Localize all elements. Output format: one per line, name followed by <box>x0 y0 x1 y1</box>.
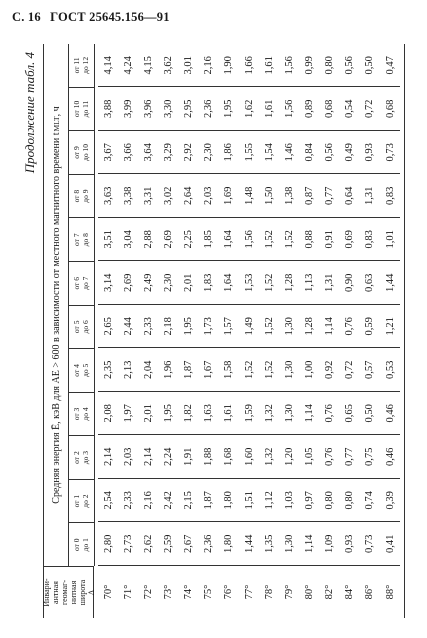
range-to: до 9 <box>81 189 90 203</box>
energy-value-cell: 1,61 <box>259 44 279 88</box>
table-body <box>94 44 404 618</box>
energy-value-cell: 2,04 <box>138 349 158 393</box>
energy-value-cell: 0,53 <box>380 349 400 393</box>
energy-value-cell: 0,63 <box>360 262 380 306</box>
energy-value-cell: 3,30 <box>158 88 178 132</box>
energy-value-cell: 2,64 <box>179 175 199 219</box>
energy-value-cell: 1,53 <box>239 262 259 306</box>
energy-value-cell: 3,04 <box>118 218 138 262</box>
energy-value-cell: 0,83 <box>380 175 400 219</box>
energy-value-cell: 0,68 <box>380 88 400 132</box>
energy-value-cell: 1,58 <box>219 349 239 393</box>
table-row <box>219 44 239 618</box>
energy-value-cell: 0,80 <box>340 479 360 523</box>
energy-value-cell: 1,52 <box>259 305 279 349</box>
energy-value-cell: 1,30 <box>283 534 295 553</box>
energy-value-cell: 0,89 <box>299 88 319 132</box>
energy-value-cell: 1,95 <box>179 305 199 349</box>
energy-value-cell: 2,14 <box>138 436 158 480</box>
energy-value-cell: 1,87 <box>179 349 199 393</box>
energy-value-cell: 1,49 <box>239 305 259 349</box>
energy-value-cell: 0,47 <box>380 44 400 88</box>
range-to: до 12 <box>81 56 90 74</box>
latitude-cell: 77° <box>239 565 259 618</box>
energy-value-cell: 0,91 <box>320 218 340 262</box>
table-row <box>380 44 400 618</box>
energy-value-cell: 3,38 <box>118 175 138 219</box>
energy-value-cell: 1,09 <box>324 534 336 553</box>
energy-value-cell: 2,24 <box>158 436 178 480</box>
energy-value-cell: 3,88 <box>98 88 118 132</box>
energy-value-cell: 2,33 <box>118 479 138 523</box>
range-to: до 1 <box>81 538 90 552</box>
energy-value-cell: 3,02 <box>158 175 178 219</box>
energy-value-cell: 2,62 <box>142 534 154 553</box>
energy-value-cell: 1,14 <box>303 534 315 553</box>
energy-value-cell: 1,95 <box>158 392 178 436</box>
energy-value-cell: 0,50 <box>360 392 380 436</box>
energy-value-cell: 1,21 <box>380 305 400 349</box>
energy-value-cell: 0,75 <box>360 436 380 480</box>
energy-value-cell: 0,64 <box>340 175 360 219</box>
energy-value-cell: 1,54 <box>259 131 279 175</box>
energy-value-cell: 1,82 <box>179 392 199 436</box>
energy-value-cell: 2,92 <box>179 131 199 175</box>
energy-value-cell: 1,44 <box>380 262 400 306</box>
energy-value-cell: 1,30 <box>279 392 299 436</box>
table-row <box>158 44 178 618</box>
range-to: до 10 <box>81 144 90 161</box>
energy-value-cell: 2,14 <box>98 436 118 480</box>
time-range-header <box>68 131 94 175</box>
table-row <box>299 44 319 618</box>
energy-value-cell: 3,31 <box>138 175 158 219</box>
energy-value-cell: 2,69 <box>118 262 138 306</box>
energy-value-cell: 2,67 <box>183 534 195 553</box>
energy-value-cell: 1,52 <box>279 218 299 262</box>
range-to: до 2 <box>81 494 90 508</box>
range-to: до 11 <box>81 100 90 118</box>
energy-value-cell: 1,64 <box>219 262 239 306</box>
energy-value-cell: 3,14 <box>98 262 118 306</box>
energy-value-cell: 1,69 <box>219 175 239 219</box>
energy-value-cell: 0,73 <box>364 534 376 553</box>
range-from: от 1 <box>72 494 81 508</box>
table-row <box>98 44 118 618</box>
energy-value-cell: 0,93 <box>360 131 380 175</box>
energy-value-cell: 2,25 <box>179 218 199 262</box>
energy-value-cell: 1,52 <box>259 349 279 393</box>
energy-value-cell: 1,62 <box>239 88 259 132</box>
energy-value-cell: 2,95 <box>179 88 199 132</box>
energy-value-cell: 1,56 <box>279 44 299 88</box>
energy-value-cell: 0,88 <box>299 218 319 262</box>
time-range-header <box>68 349 94 393</box>
energy-value-cell: 0,65 <box>340 392 360 436</box>
energy-value-cell: 1,30 <box>279 305 299 349</box>
time-range-header <box>68 306 94 350</box>
table-row <box>360 44 380 618</box>
energy-value-cell: 1,38 <box>279 175 299 219</box>
energy-value-cell: 1,87 <box>199 479 219 523</box>
energy-value-cell: 1,85 <box>199 218 219 262</box>
energy-value-cell: 2,16 <box>138 479 158 523</box>
energy-value-cell: 1,46 <box>279 131 299 175</box>
range-to: до 6 <box>81 320 90 334</box>
energy-value-cell: 3,51 <box>98 218 118 262</box>
energy-value-cell: 3,96 <box>138 88 158 132</box>
energy-value-cell: 2,16 <box>199 44 219 88</box>
energy-value-cell: 1,80 <box>223 534 235 553</box>
page-header <box>12 10 176 25</box>
latitude-column-header: Инвари- антная геомаг- нитная широта Λ <box>44 566 94 618</box>
energy-value-cell: 0,90 <box>340 262 360 306</box>
energy-value-cell: 2,36 <box>199 88 219 132</box>
energy-value-cell: 0,68 <box>320 88 340 132</box>
energy-value-cell: 0,56 <box>340 44 360 88</box>
document-code: ГОСТ 25645.156—91 <box>50 10 170 24</box>
rotated-table-block <box>21 44 405 618</box>
range-to: до 5 <box>81 363 90 377</box>
energy-value-cell: 1,28 <box>279 262 299 306</box>
energy-value-cell: 1,61 <box>219 392 239 436</box>
energy-value-cell: 1,73 <box>199 305 219 349</box>
energy-value-cell: 0,72 <box>340 349 360 393</box>
energy-value-cell: 2,36 <box>203 534 215 553</box>
table-row <box>320 44 340 618</box>
time-range-header <box>68 175 94 219</box>
energy-value-cell: 0,84 <box>299 131 319 175</box>
energy-value-cell: 2,15 <box>179 479 199 523</box>
energy-value-cell: 0,74 <box>360 479 380 523</box>
energy-value-cell: 2,42 <box>158 479 178 523</box>
time-range-header <box>68 88 94 132</box>
time-range-header <box>68 44 94 88</box>
energy-value-cell: 1,90 <box>219 44 239 88</box>
energy-value-cell: 1,31 <box>320 262 340 306</box>
latitude-cell: 80° <box>299 565 319 618</box>
energy-value-cell: 2,35 <box>98 349 118 393</box>
time-range-header <box>68 262 94 306</box>
caption-unit: , ч <box>50 106 62 117</box>
table-row <box>138 44 158 618</box>
energy-value-cell: 0,76 <box>340 305 360 349</box>
energy-value-cell: 3,67 <box>98 131 118 175</box>
energy-value-cell: 1,35 <box>263 534 275 553</box>
energy-value-cell: 0,54 <box>340 88 360 132</box>
table-row <box>118 44 138 618</box>
energy-value-cell: 0,50 <box>360 44 380 88</box>
energy-value-cell: 0,69 <box>340 218 360 262</box>
latitude-cell: 82° <box>320 565 340 618</box>
table-row <box>239 44 259 618</box>
latitude-cell: 71° <box>118 565 138 618</box>
energy-value-cell: 3,62 <box>158 44 178 88</box>
data-table <box>43 44 405 618</box>
energy-value-cell: 1,31 <box>360 175 380 219</box>
energy-value-cell: 1,64 <box>219 218 239 262</box>
range-to: до 3 <box>81 450 90 465</box>
energy-value-cell: 1,55 <box>239 131 259 175</box>
table-caption <box>44 44 69 566</box>
caption-text: Средняя энергия Ē, кэВ для AE > 600 в зависимости от местного магнитного времени t <box>50 132 62 504</box>
energy-value-cell: 1,67 <box>199 349 219 393</box>
energy-value-cell: 1,61 <box>259 88 279 132</box>
table-row <box>199 44 219 618</box>
range-to: до 4 <box>81 407 90 421</box>
energy-value-cell: 1,00 <box>299 349 319 393</box>
range-to: до 7 <box>81 276 90 290</box>
range-to: до 8 <box>81 233 90 247</box>
latitude-cell: 88° <box>380 565 400 618</box>
latitude-cell: 73° <box>158 565 178 618</box>
energy-value-cell: 0,80 <box>320 44 340 88</box>
energy-value-cell: 1,30 <box>279 349 299 393</box>
range-from: от 11 <box>72 57 81 74</box>
energy-value-cell: 4,14 <box>98 44 118 88</box>
energy-value-cell: 1,32 <box>259 392 279 436</box>
energy-value-cell: 1,12 <box>259 479 279 523</box>
energy-value-cell: 1,13 <box>299 262 319 306</box>
energy-value-cell: 2,18 <box>158 305 178 349</box>
energy-value-cell: 1,14 <box>299 392 319 436</box>
energy-value-cell: 3,01 <box>179 44 199 88</box>
energy-value-cell: 1,80 <box>219 479 239 523</box>
energy-value-cell: 0,77 <box>320 175 340 219</box>
energy-value-cell: 0,83 <box>360 218 380 262</box>
energy-value-cell: 1,05 <box>299 436 319 480</box>
time-range-header <box>68 480 94 524</box>
energy-value-cell: 1,83 <box>199 262 219 306</box>
energy-value-cell: 1,56 <box>239 218 259 262</box>
energy-value-cell: 1,51 <box>239 479 259 523</box>
energy-value-cell: 1,52 <box>259 218 279 262</box>
energy-value-cell: 2,03 <box>199 175 219 219</box>
energy-value-cell: 4,15 <box>138 44 158 88</box>
energy-value-cell: 2,08 <box>98 392 118 436</box>
energy-value-cell: 0,97 <box>299 479 319 523</box>
energy-value-cell: 3,99 <box>118 88 138 132</box>
latitude-cell: 75° <box>199 565 219 618</box>
range-from: от 10 <box>72 100 81 118</box>
energy-value-cell: 0,87 <box>299 175 319 219</box>
table-row <box>279 44 299 618</box>
energy-value-cell: 1,66 <box>239 44 259 88</box>
energy-value-cell: 2,30 <box>199 131 219 175</box>
energy-value-cell: 1,86 <box>219 131 239 175</box>
energy-value-cell: 0,59 <box>360 305 380 349</box>
energy-value-cell: 1,48 <box>239 175 259 219</box>
energy-value-cell: 2,80 <box>102 534 114 553</box>
page-number: С. 16 <box>12 10 41 24</box>
energy-value-cell: 2,49 <box>138 262 158 306</box>
time-range-header <box>68 393 94 437</box>
energy-value-cell: 1,60 <box>239 436 259 480</box>
energy-value-cell: 1,20 <box>279 436 299 480</box>
energy-value-cell: 2,73 <box>122 534 134 553</box>
continuation-label: Продолжение табл. 4 <box>22 52 37 174</box>
energy-value-cell: 1,52 <box>239 349 259 393</box>
range-from: от 5 <box>72 320 81 334</box>
energy-value-cell: 0,49 <box>340 131 360 175</box>
latitude-cell: 79° <box>279 565 299 618</box>
latitude-cell: 76° <box>219 565 239 618</box>
energy-value-cell: 0,77 <box>340 436 360 480</box>
energy-value-cell: 2,01 <box>179 262 199 306</box>
range-from: от 3 <box>72 407 81 421</box>
energy-value-cell: 0,73 <box>380 131 400 175</box>
time-range-header <box>68 218 94 262</box>
energy-value-cell: 0,80 <box>320 479 340 523</box>
latitude-cell: 74° <box>179 565 199 618</box>
energy-value-cell: 1,32 <box>259 436 279 480</box>
energy-value-cell: 1,57 <box>219 305 239 349</box>
energy-value-cell: 1,01 <box>380 218 400 262</box>
energy-value-cell: 1,88 <box>199 436 219 480</box>
energy-value-cell: 2,30 <box>158 262 178 306</box>
time-range-header <box>68 436 94 480</box>
energy-value-cell: 0,41 <box>384 534 396 553</box>
energy-value-cell: 3,29 <box>158 131 178 175</box>
range-from: от 9 <box>72 146 81 159</box>
energy-value-cell: 3,64 <box>138 131 158 175</box>
energy-value-cell: 3,66 <box>118 131 138 175</box>
energy-value-cell: 4,24 <box>118 44 138 88</box>
energy-value-cell: 0,72 <box>360 88 380 132</box>
latitude-cell: 72° <box>138 565 158 618</box>
latitude-cell: 84° <box>340 565 360 618</box>
energy-value-cell: 1,59 <box>239 392 259 436</box>
energy-value-cell: 0,56 <box>320 131 340 175</box>
energy-value-cell: 2,44 <box>118 305 138 349</box>
energy-value-cell: 2,54 <box>98 479 118 523</box>
range-from: от 8 <box>72 189 81 203</box>
energy-value-cell: 2,88 <box>138 218 158 262</box>
time-range-header-row <box>68 44 95 566</box>
energy-value-cell: 1,52 <box>259 262 279 306</box>
table-row <box>259 44 279 618</box>
table-row <box>179 44 199 618</box>
energy-value-cell: 0,57 <box>360 349 380 393</box>
energy-value-cell: 0,46 <box>380 392 400 436</box>
energy-value-cell: 1,95 <box>219 88 239 132</box>
energy-value-cell: 2,69 <box>158 218 178 262</box>
energy-value-cell: 1,97 <box>118 392 138 436</box>
energy-value-cell: 1,44 <box>243 534 255 553</box>
range-from: от 6 <box>72 276 81 290</box>
energy-value-cell: 1,68 <box>219 436 239 480</box>
energy-value-cell: 2,33 <box>138 305 158 349</box>
energy-value-cell: 0,46 <box>380 436 400 480</box>
latitude-cell: 86° <box>360 565 380 618</box>
range-from: от 0 <box>72 538 81 551</box>
energy-value-cell: 2,03 <box>118 436 138 480</box>
energy-value-cell: 2,65 <box>98 305 118 349</box>
caption-subscript: MLT <box>51 116 61 132</box>
range-from: от 2 <box>72 451 81 464</box>
energy-value-cell: 3,63 <box>98 175 118 219</box>
energy-value-cell: 2,01 <box>138 392 158 436</box>
energy-value-cell: 0,99 <box>299 44 319 88</box>
energy-value-cell: 1,14 <box>320 305 340 349</box>
energy-value-cell: 1,63 <box>199 392 219 436</box>
range-from: от 4 <box>72 364 81 377</box>
energy-value-cell: 0,92 <box>320 349 340 393</box>
energy-value-cell: 1,56 <box>279 88 299 132</box>
energy-value-cell: 0,76 <box>320 436 340 480</box>
latitude-cell: 78° <box>259 565 279 618</box>
energy-value-cell: 2,59 <box>162 534 174 553</box>
energy-value-cell: 0,76 <box>320 392 340 436</box>
latitude-cell: 70° <box>98 565 118 618</box>
energy-value-cell: 0,39 <box>380 479 400 523</box>
energy-value-cell: 1,91 <box>179 436 199 480</box>
time-range-header <box>68 523 94 566</box>
energy-value-cell: 2,13 <box>118 349 138 393</box>
energy-value-cell: 1,50 <box>259 175 279 219</box>
energy-value-cell: 1,03 <box>279 479 299 523</box>
energy-value-cell: 0,93 <box>344 534 356 553</box>
energy-value-cell: 1,96 <box>158 349 178 393</box>
table-row <box>340 44 360 618</box>
range-from: от 7 <box>72 233 81 246</box>
energy-value-cell: 1,28 <box>299 305 319 349</box>
